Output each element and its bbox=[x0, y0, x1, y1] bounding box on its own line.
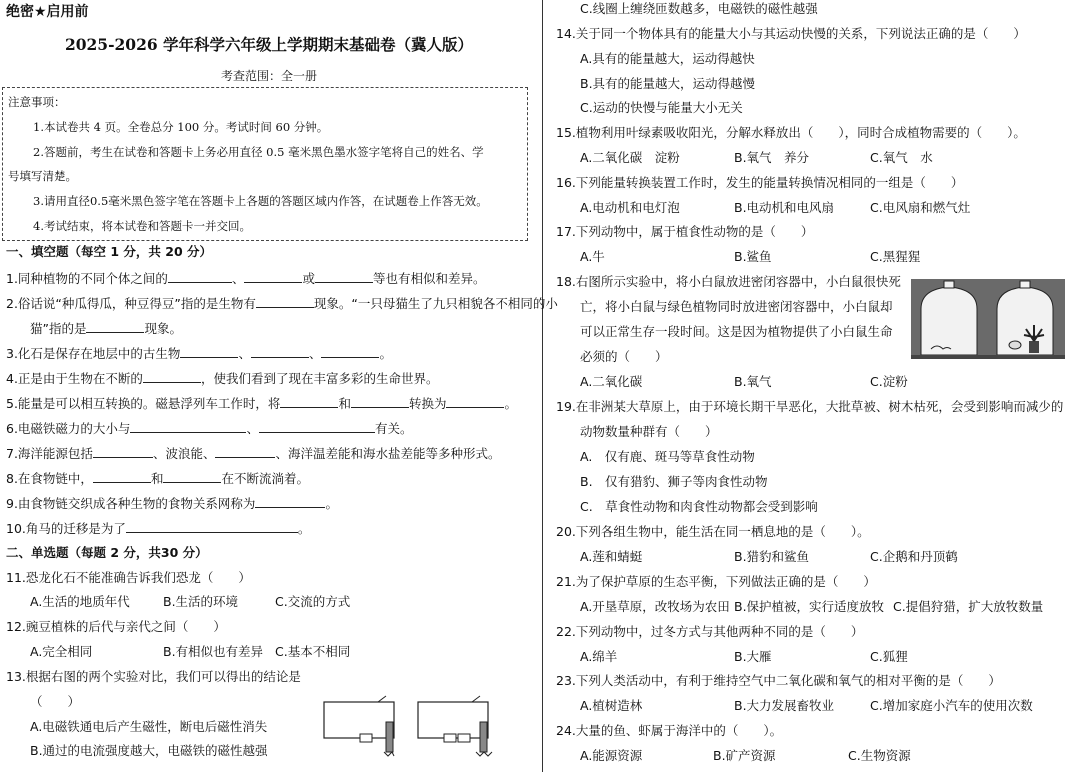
option-c[interactable]: C.线圈上缠绕匝数越多，电磁铁的磁性越强 bbox=[580, 1, 818, 16]
battery-icon bbox=[444, 734, 456, 742]
plant-pot-icon bbox=[1029, 341, 1039, 353]
notice-item: 号填写清楚。 bbox=[8, 169, 77, 183]
answer-blank[interactable] bbox=[168, 270, 232, 283]
question-17-stem: 17.下列动物中，属于植食性动物的是（ ） bbox=[556, 224, 814, 239]
option-a[interactable]: A.电磁铁通电后产生磁性，断电后磁性消失 bbox=[30, 719, 268, 734]
question-2-cont: 猫”指的是 现象。 bbox=[30, 321, 182, 336]
answer-blank[interactable] bbox=[143, 370, 201, 383]
switch-icon bbox=[378, 696, 386, 702]
option-c[interactable]: C.生物资源 bbox=[848, 748, 911, 763]
option-b[interactable]: B.通过的电流强度越大，电磁铁的磁性越强 bbox=[30, 743, 268, 758]
option-c[interactable]: C.运动的快慢与能量大小无关 bbox=[580, 100, 743, 115]
option-b[interactable]: B.电动机和电风扇 bbox=[734, 200, 835, 215]
answer-blank[interactable] bbox=[351, 395, 409, 408]
question-23-stem: 23.下列人类活动中，有利于维持空气中二氧化碳和氧气的相对平衡的是（ ） bbox=[556, 673, 1001, 688]
option-b[interactable]: B. 仅有猎豹、狮子等肉食性动物 bbox=[580, 474, 768, 489]
battery-icon bbox=[360, 734, 372, 742]
answer-blank[interactable] bbox=[130, 420, 246, 433]
coil-icon bbox=[480, 722, 487, 752]
option-c[interactable]: C. 草食性动物和肉食性动物都会受到影响 bbox=[580, 499, 818, 514]
option-c[interactable]: C.氧气 水 bbox=[870, 150, 933, 165]
notice-item: 1.本试卷共 4 页。全卷总分 100 分。考试时间 60 分钟。 bbox=[33, 120, 329, 134]
question-19-stem: 19.在非洲某大草原上，由于环境长期干旱恶化，大批草被、树木枯死，会受到影响而减少的 bbox=[556, 399, 1064, 414]
question-18-stem: 18.右图所示实验中，将小白鼠放进密闭容器中，小白鼠很快死 bbox=[556, 274, 901, 289]
notice-heading: 注意事项： bbox=[8, 95, 66, 109]
question-7: 7.海洋能源包括 、波浪能、 、海洋温差能和海水盐差能等多种形式。 bbox=[6, 446, 501, 461]
circuit-wire bbox=[324, 702, 394, 738]
answer-paren: （ ） bbox=[30, 694, 81, 709]
answer-blank[interactable] bbox=[215, 445, 275, 458]
question-6: 6.电磁铁磁力的大小与 、 有关。 bbox=[6, 421, 413, 436]
option-a[interactable]: A.具有的能量越大，运动得越快 bbox=[580, 51, 755, 66]
question-21-stem: 21.为了保护草原的生态平衡，下列做法正确的是（ ） bbox=[556, 574, 876, 589]
jar-knob-icon bbox=[1020, 281, 1030, 288]
option-a[interactable]: A.完全相同 bbox=[30, 644, 93, 659]
option-a[interactable]: A.生活的地质年代 bbox=[30, 594, 130, 609]
question-8: 8.在食物链中， 和 在不断流淌着。 bbox=[6, 471, 309, 486]
option-a[interactable]: A.二氧化碳 淀粉 bbox=[580, 150, 680, 165]
answer-blank[interactable] bbox=[86, 320, 144, 333]
bell-jar-illustration bbox=[911, 279, 1065, 359]
option-b[interactable]: B.大雁 bbox=[734, 649, 772, 664]
notice-item: 4.考试结束，将本试卷和答题卡一并交回。 bbox=[33, 219, 251, 233]
question-16-stem: 16.下列能量转换装置工作时，发生的能量转换情况相同的一组是（ ） bbox=[556, 175, 964, 190]
option-c[interactable]: C.企鹅和丹顶鹤 bbox=[870, 549, 958, 564]
question-9: 9.由食物链交织成各种生物的食物关系网称为 。 bbox=[6, 496, 338, 511]
question-18-stem-cont: 亡，将小白鼠与绿色植物同时放进密闭容器中，小白鼠却 bbox=[580, 299, 893, 314]
option-c[interactable]: C.交流的方式 bbox=[275, 594, 351, 609]
question-11-stem: 11.恐龙化石不能准确告诉我们恐龙（ ） bbox=[6, 570, 251, 585]
answer-blank[interactable] bbox=[251, 345, 309, 358]
circuit-wire bbox=[418, 702, 488, 738]
option-c[interactable]: C.黑猩猩 bbox=[870, 249, 921, 264]
jar-knob-icon bbox=[944, 281, 954, 288]
notice-item: 2.答题前，考生在试卷和答题卡上务必用直径 0.5 毫米黑色墨水签字笔将自己的姓名、学 bbox=[33, 145, 484, 159]
option-a[interactable]: A.绵羊 bbox=[580, 649, 618, 664]
option-a[interactable]: A.开垦草原，改牧场为农田 bbox=[580, 599, 730, 614]
exam-scope: 考查范围：全一册 bbox=[220, 69, 317, 83]
answer-blank[interactable] bbox=[256, 295, 314, 308]
option-a[interactable]: A.植树造林 bbox=[580, 698, 643, 713]
paperclip-icon bbox=[476, 752, 492, 756]
question-19-stem-cont: 动物数量种群有（ ） bbox=[580, 424, 718, 439]
option-c[interactable]: C.提倡狩猎，扩大放牧数量 bbox=[893, 599, 1044, 614]
answer-blank[interactable] bbox=[446, 395, 504, 408]
battery-icon bbox=[458, 734, 470, 742]
question-20-stem: 20.下列各组生物中，能生活在同一栖息地的是（ ）。 bbox=[556, 524, 870, 539]
paperclip-icon bbox=[384, 752, 394, 756]
answer-blank[interactable] bbox=[315, 270, 373, 283]
option-b[interactable]: B.猎豹和鲨鱼 bbox=[734, 549, 810, 564]
answer-blank[interactable] bbox=[93, 470, 151, 483]
section2-title: 二、单选题（每题 2 分，共30 分） bbox=[6, 545, 208, 560]
answer-blank[interactable] bbox=[163, 470, 221, 483]
option-b[interactable]: B.保护植被，实行适度放牧 bbox=[734, 599, 885, 614]
question-4: 4.正是由于生物在不断的 ，使我们看到了现在丰富多彩的生命世界。 bbox=[6, 371, 439, 386]
question-5: 5.能量是可以相互转换的。磁悬浮列车工作时，将 和 转换为 。 bbox=[6, 396, 517, 411]
option-b[interactable]: B.氧气 养分 bbox=[734, 150, 810, 165]
question-15-stem: 15.植物利用叶绿素吸收阳光，分解水释放出（ ），同时合成植物需要的（ ）。 bbox=[556, 125, 1026, 140]
question-2: 2.俗话说“种瓜得瓜，种豆得豆”指的是生物有 现象。“一只母猫生了九只相貌各不相同的小 bbox=[6, 296, 558, 311]
option-a[interactable]: A.牛 bbox=[580, 249, 605, 264]
option-c[interactable]: C.电风扇和燃气灶 bbox=[870, 200, 971, 215]
answer-blank[interactable] bbox=[321, 345, 379, 358]
column-divider bbox=[542, 0, 543, 772]
question-3: 3.化石是保存在地层中的古生物 、 、 。 bbox=[6, 346, 392, 361]
bell-jar-icon bbox=[997, 287, 1053, 355]
option-b[interactable]: B.氧气 bbox=[734, 374, 772, 389]
bell-jar-experiment-image bbox=[911, 279, 1065, 359]
option-a[interactable]: A.电动机和电灯泡 bbox=[580, 200, 680, 215]
answer-blank[interactable] bbox=[126, 520, 298, 533]
answer-blank[interactable] bbox=[259, 420, 375, 433]
electromagnet-circuit-diagram-1 bbox=[320, 694, 406, 758]
answer-blank[interactable] bbox=[244, 270, 302, 283]
option-b[interactable]: B.矿产资源 bbox=[713, 748, 776, 763]
question-14-stem: 14.关于同一个物体具有的能量大小与其运动快慢的关系，下列说法正确的是（ ） bbox=[556, 26, 1026, 41]
question-12-stem: 12.豌豆植株的后代与亲代之间（ ） bbox=[6, 619, 226, 634]
option-a[interactable]: A.二氧化碳 bbox=[580, 374, 643, 389]
answer-blank[interactable] bbox=[255, 495, 325, 508]
question-24-stem: 24.大量的鱼、虾属于海洋中的（ ）。 bbox=[556, 723, 783, 738]
option-b[interactable]: B.有相似也有差异 bbox=[163, 644, 264, 659]
option-b[interactable]: B.具有的能量越大，运动得越慢 bbox=[580, 76, 756, 91]
option-c[interactable]: C.基本不相同 bbox=[275, 644, 351, 659]
exam-title: 2025-2026 学年科学六年级上学期期末基础卷（冀人版） bbox=[64, 35, 474, 54]
section1-title: 一、填空题（每空 1 分，共 20 分） bbox=[6, 244, 213, 259]
switch-icon bbox=[472, 696, 480, 702]
question-18-stem-cont: 必须的（ ） bbox=[580, 349, 668, 364]
option-a[interactable]: A.能源资源 bbox=[580, 748, 643, 763]
option-a[interactable]: A.莲和蜻蜓 bbox=[580, 549, 643, 564]
option-c[interactable]: C.狐狸 bbox=[870, 649, 908, 664]
notice-item: 3.请用直径0.5毫米黑色签字笔在答题卡上各题的答题区域内作答，在试题卷上作答无效。 bbox=[33, 194, 488, 208]
question-1: 1.同种植物的不同个体之间的 、 或 等也有相似和差异。 bbox=[6, 271, 486, 286]
option-b[interactable]: B.大力发展畜牧业 bbox=[734, 698, 835, 713]
answer-blank[interactable] bbox=[280, 395, 338, 408]
option-b[interactable]: B.鲨鱼 bbox=[734, 249, 772, 264]
option-c[interactable]: C.增加家庭小汽车的使用次数 bbox=[870, 698, 1033, 713]
answer-blank[interactable] bbox=[180, 345, 238, 358]
option-a[interactable]: A. 仅有鹿、斑马等草食性动物 bbox=[580, 449, 755, 464]
option-b[interactable]: B.生活的环境 bbox=[163, 594, 239, 609]
question-18-stem-cont: 可以正常生存一段时间。这是因为植物提供了小白鼠生命 bbox=[580, 324, 893, 339]
bell-jar-icon bbox=[921, 287, 977, 355]
notice-box bbox=[2, 87, 528, 241]
question-22-stem: 22.下列动物中，过冬方式与其他两种不同的是（ ） bbox=[556, 624, 864, 639]
answer-blank[interactable] bbox=[93, 445, 153, 458]
confidential-mark: 绝密★启用前 bbox=[6, 4, 89, 20]
option-c[interactable]: C.淀粉 bbox=[870, 374, 908, 389]
question-10: 10.角马的迁移是为了 。 bbox=[6, 521, 311, 536]
mouse-icon bbox=[1009, 341, 1021, 349]
electromagnet-circuit-diagram-2 bbox=[414, 694, 500, 758]
question-13-stem: 13.根据右图的两个实验对比，我们可以得出的结论是 bbox=[6, 669, 301, 684]
coil-icon bbox=[386, 722, 393, 752]
